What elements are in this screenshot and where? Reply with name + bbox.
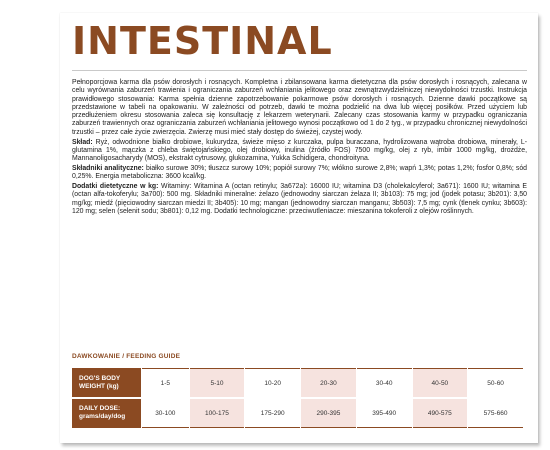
weight-cell: 30-40	[356, 369, 412, 399]
composition-paragraph	[72, 139, 527, 164]
weight-row-header: DOG'S BODY WEIGHT (kg)	[73, 369, 142, 399]
dose-cell: 490-575	[412, 398, 468, 428]
composition-text: Ryż, odwodnione białko drobiowe, kukurydza, świeże mięso z kurczaka, pulpa buraczana, hydrolizowana wątroba drobiowa, minerały, L-glutamina 1%, mączka z chleba świętojańskiego, olej drobiowy, inulina (źródło FOS) 7500 mg/kg, olej z ryb, imbir 1000 mg/kg, drożdże, Mannanoligosacharydy (MOS), ekstrakt cytrusowy, glukozamina, Yukka Schidigera, chondroityna.	[72, 138, 527, 163]
weight-cell: 5-10	[189, 369, 245, 399]
dose-cell: 395-490	[356, 398, 412, 428]
intro-paragraph: Pełnoporcjowa karma dla psów dorosłych i rosnących. Kompletna i zbilansowana karma dietetyczna dla psów dorosłych i rosnących, zalecana w celu wyrównania zaburzeń trawienia i ograniczania zaburzeń wchłaniania jelitowego oraz zewnątrzwydzielniczej niewydolności trzustki. Instrukcja prawidłowego stosowania: Karma spełnia dzienne zapotrzebowanie pokarmowe psów dorosłych i rosnących. Dzienne dawki początkowe są przedstawione w tabeli na opakowaniu. W zależności od potrzeb, dawki te można podzielić na dwa lub więcej posiłków. Przed użyciem lub przedłużeniem okresu stosowania zaleca się konsultację z lekarzem weterynarii. Zalecany czas stosowania karmy w przypadku ograniczania zaburzeń trawiennych oraz ograniczania zaburzeń wchłaniania jelitowego wynosi początkowo od 1 do 2 tyg., w przypadku chronicznej niewydolności trzustki – przez całe życie zwierzęcia. Zwierzę musi mieć stały dostęp do świeżej, czystej wody.	[72, 79, 527, 136]
dose-cell: 575-660	[468, 398, 524, 428]
dose-row	[73, 398, 524, 428]
dose-row-header: DAILY DOSE: grams/day/dog	[73, 398, 142, 428]
analytical-paragraph	[72, 165, 527, 182]
analytical-label: Składniki analityczne:	[72, 164, 144, 172]
composition-label: Skład:	[72, 138, 93, 146]
dose-cell: 290-395	[301, 398, 357, 428]
weight-cell: 10-20	[245, 369, 301, 399]
product-title: INTESTINAL	[72, 19, 333, 63]
title-divider	[72, 70, 527, 71]
dose-cell: 100-175	[189, 398, 245, 428]
analytical-text: białko surowe 30%; tłuszcz surowy 10%; popiół surowy 7%; włókno surowe 2,8%; wapń 1,3%; potas 1,2%; fosfor 0,8%; sód 0,25%. Energia metaboliczna: 3600 kcal/kg.	[72, 164, 527, 181]
feeding-guide-title: DAWKOWANIE / FEEDING GUIDE	[72, 353, 181, 360]
feeding-guide-table	[72, 368, 524, 428]
weight-row	[73, 369, 524, 399]
weight-cell: 20-30	[301, 369, 357, 399]
additives-paragraph	[72, 183, 527, 216]
additives-label: Dodatki dietetyczne w kg:	[72, 183, 159, 191]
dose-cell: 30-100	[142, 398, 190, 428]
dose-cell: 175-290	[245, 398, 301, 428]
weight-cell: 50-60	[468, 369, 524, 399]
description-block	[72, 79, 527, 218]
product-info-sheet	[60, 13, 538, 443]
weight-cell: 1-5	[142, 369, 190, 399]
additives-text: Witaminy: Witamina A (octan retinylu; 3a672a): 16000 IU; witamina D3 (cholekalcyferol; 3a671): 1600 IU; witamina E (octan alfa-tokoferylu; 3a700): 500 mg. Składniki mineralne: żelazo (jednowodny siarczan żelaza II; 3b103): 75 mg; jod (jodek potasu; 3b201): 3,50 mg/kg; miedź (pięciowodny siarczan miedzi II; 3b405): 10 mg; mangan (jednowodny siarczan manganu; 3b503): 7,5 mg; cynk (tlenek cynku; 3b603): 120 mg; selen (selenit sodu; 3b801): 0,12 mg. Dodatki technologiczne: przeciwutleniacze: mieszanina tokoferoli z olejów roślinnych.	[72, 183, 527, 215]
weight-cell: 40-50	[412, 369, 468, 399]
